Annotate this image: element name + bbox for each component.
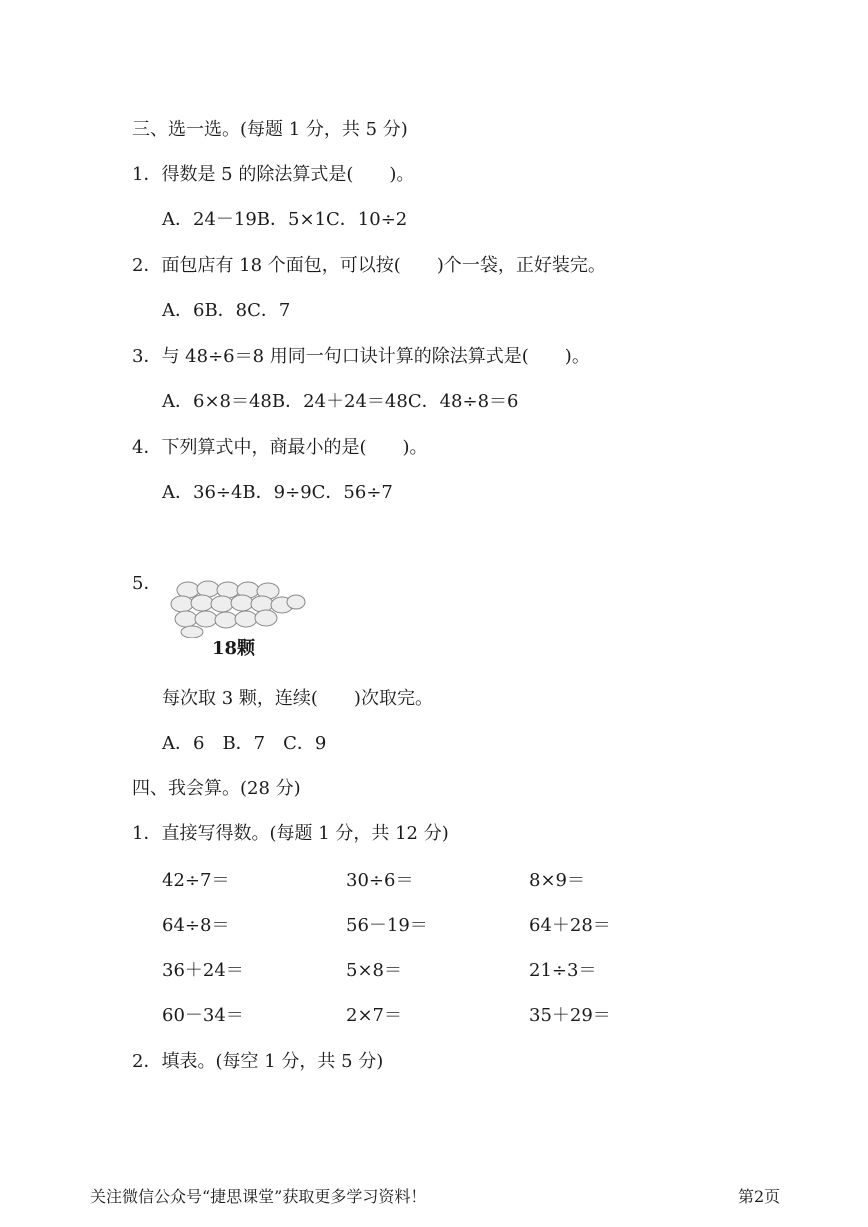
q4-options: A．36÷4B．9÷9C．56÷7 bbox=[162, 482, 393, 503]
calc-item: 30÷6＝ bbox=[346, 870, 414, 891]
q1-stem: 1．得数是 5 的除法算式是( )。 bbox=[132, 164, 415, 185]
q5-options: A．6 B．7 C．9 bbox=[162, 733, 327, 754]
section4-title: 四、我会算。(28 分) bbox=[132, 778, 301, 799]
calc-item: 35＋29＝ bbox=[529, 1005, 611, 1026]
calc-item: 60－34＝ bbox=[162, 1005, 244, 1026]
calc-item: 64＋28＝ bbox=[529, 915, 611, 936]
q5-stem: 每次取 3 颗，连续( )次取完。 bbox=[162, 688, 433, 709]
q2-options: A．6B．8C．7 bbox=[162, 300, 291, 321]
calc-item: 5×8＝ bbox=[346, 960, 402, 981]
q2-stem: 2．面包店有 18 个面包，可以按( )个一袋，正好装完。 bbox=[132, 255, 606, 276]
q5-number: 5． bbox=[132, 573, 162, 594]
s4-q2-title: 2．填表。(每空 1 分，共 5 分) bbox=[132, 1051, 384, 1072]
s4-q1-title: 1．直接写得数。(每题 1 分，共 12 分) bbox=[132, 823, 449, 844]
calc-item: 42÷7＝ bbox=[162, 870, 230, 891]
calc-item: 64÷8＝ bbox=[162, 915, 230, 936]
calc-item: 8×9＝ bbox=[529, 870, 585, 891]
candy-pile-illustration bbox=[168, 578, 308, 638]
q3-options: A．6×8＝48B．24＋24＝48C．48÷8＝6 bbox=[162, 391, 519, 412]
section3-title: 三、选一选。(每题 1 分，共 5 分) bbox=[132, 119, 408, 140]
calc-item: 56－19＝ bbox=[346, 915, 428, 936]
calc-item: 36＋24＝ bbox=[162, 960, 244, 981]
page-number: 第2页 bbox=[738, 1187, 781, 1206]
footer-note: 关注微信公众号“捷思课堂”获取更多学习资料！ bbox=[90, 1187, 427, 1206]
calc-item: 2×7＝ bbox=[346, 1005, 402, 1026]
candy-count-label: 18颗 bbox=[212, 638, 256, 659]
q3-stem: 3．与 48÷6＝8 用同一句口诀计算的除法算式是( )。 bbox=[132, 346, 590, 367]
q1-options: A．24－19B．5×1C．10÷2 bbox=[162, 209, 408, 230]
calc-item: 21÷3＝ bbox=[529, 960, 597, 981]
q4-stem: 4．下列算式中，商最小的是( )。 bbox=[132, 437, 428, 458]
